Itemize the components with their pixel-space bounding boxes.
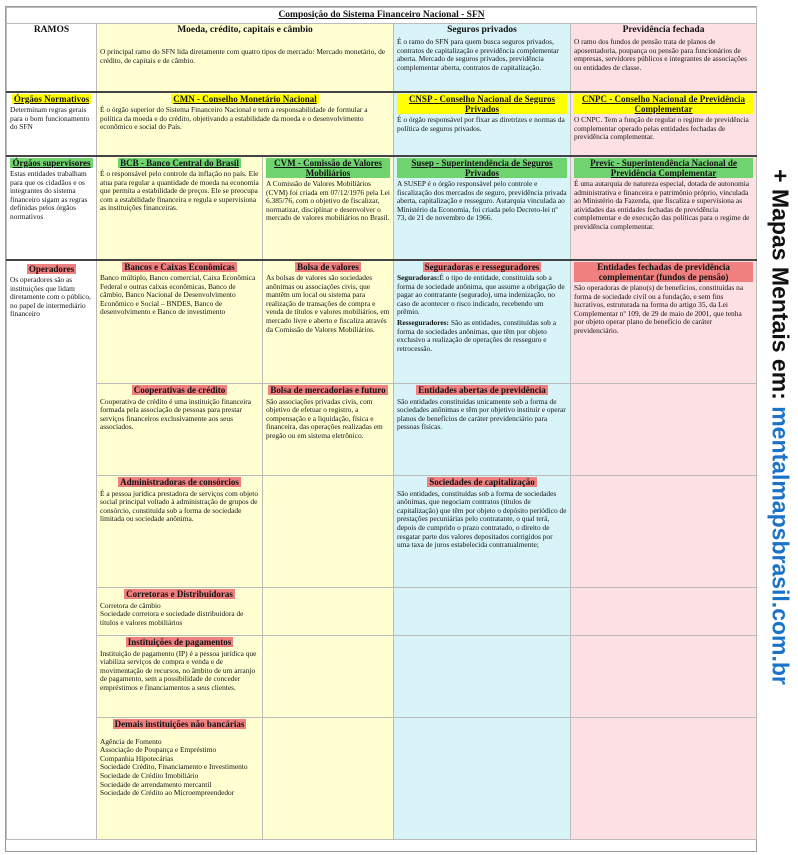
demais-items: Agência de Fomento Associação de Poupança e Empréstimo Companhia Hipotecárias Sociedade Crédito, Financiamento e Investimento Sociedade de Crédito Imobiliário Sociedade de arrendamento mercantil Sociedade de Crédito ao Microempreendedor (100, 736, 248, 798)
cnsp-desc: É o órgão responsável por fixar as diretrizes e normas da política de seguros privados. (397, 115, 565, 133)
supervisores-desc: Estas entidades trabalham para que os cidadãos e os integrantes do sistema financeiro sigam as regras definidas pelos órgãos normativos (10, 169, 88, 222)
previc-cell (571, 156, 757, 260)
empty-seg-5 (394, 636, 571, 718)
side-banner-prefix: + Mapas Mentais em: (767, 169, 794, 400)
resseguradores-label: Resseguradores: (397, 318, 450, 328)
ramo-seguros-desc: É o ramo do SFN para quem busca seguros privados, contratos de capitalização e previdência complementar aberta. Mercado de seguros privados, previdência complementar aberta, contratos de capitalização. (397, 37, 559, 72)
seguradoras-label: Seguradoras: (397, 273, 440, 283)
bancos-title: Bancos e Caixas Econômicas (124, 261, 235, 272)
normativos-desc: Determinam regras gerais para o bom funcionamento do SFN (10, 105, 90, 132)
table-title: Composição do Sistema Financeiro Nacional - SFN (278, 10, 485, 20)
corretoras-desc: Corretora de câmbio Sociedade corretora e sociedade distribuidora de títulos e valores mobiliários (100, 600, 244, 627)
pagamentos-title: Instituições de pagamentos (127, 637, 232, 647)
sfn-table (6, 7, 757, 840)
normativos-label: Órgãos Normativos (13, 93, 90, 104)
ramo-previdencia-desc: O ramo dos fundos de pensão trata de planos de aposentadoria, poupança ou pensão para funcionários de empresas, servidores públicos e integrantes de associações ou entidades de classe. (574, 37, 748, 72)
coop-desc: Cooperativa de crédito é uma instituição financeira formada pela associação de pessoas para prestar serviços financeiros exclusivamente aos seus associados. (100, 396, 252, 432)
coop-title: Cooperativas de crédito (133, 385, 226, 395)
bmf-cell (263, 384, 394, 476)
cnsp-cell (394, 92, 571, 156)
empty-seg-6 (394, 718, 571, 840)
bancos-desc: Banco múltiplo, Banco comercial, Caixa Econômica Federal e outras caixas econômicas, Banco de câmbio, Banco Nacional de Desenvolvimento Econômico e Social – BNDES, Banco de desenvolvimento e Banco de investimento (100, 273, 256, 317)
cap-cell (394, 476, 571, 588)
seguradoras-title: Seguradoras e resseguradores (424, 261, 540, 272)
bcb-cell (97, 156, 263, 260)
consorcio-desc: É a pessoa jurídica prestadora de serviços com objeto social principal voltado à administração de grupos de consórcio, constituída sob a forma de sociedade limitada ou sociedade anônima. (100, 488, 259, 524)
eapc-title: Entidades abertas de previdência (418, 385, 546, 395)
cmn-title: CMN - Conselho Monetário Nacional (173, 93, 317, 104)
seguradoras-desc: É o tipo de entidade, constituída sob a forma de sociedade anônima, que assume a obrigação de pagar ao contratante (segurado), uma indenização, no caso de acontecer o risco indicado, recebendo um prêmio. (397, 273, 565, 317)
empty-seg-4 (394, 588, 571, 636)
row-normativos-label (7, 92, 97, 156)
bmf-title: Bolsa de mercadorias e futuro (270, 385, 386, 395)
bcb-desc: É o responsável pelo controle da inflação no país. Ele atua para regular a quantidade de moeda na economia que permita a estabilidade de preços. Ele se preocupa com a estabilidade financeira e regula e supervisiona as instituições financeiras. (100, 169, 259, 213)
operadores-desc: Os operadores são as instituições que lidam diretamente com o público, no papel de intermediário financeiro (10, 275, 91, 319)
empty-prev-5 (571, 636, 757, 718)
ramo-moeda-desc: O principal ramo do SFN lida diretamente com quatro tipos de mercado: Mercado monetário, de crédito, de capitais e de câmbio. (100, 47, 386, 65)
efpc-desc: São operadoras de plano(s) de benefícios, constituídas na forma de sociedade civil ou a fundação, e sem fins lucrativos, estruturada na forma do artigo 35, da Lei Complementar nº 109, de 29 de maio de 2001, que tenha por objeto operar plano de benefício de caráter previdenciário. (574, 283, 744, 336)
pagamentos-cell (97, 636, 263, 718)
corretoras-cell (97, 588, 263, 636)
bcb-title: BCB - Banco Central do Brasil (120, 157, 239, 168)
table-title-cell (7, 8, 757, 24)
eapc-cell (394, 384, 571, 476)
empty-cvm-5 (263, 636, 394, 718)
previc-title: Previc - Superintendência Nacional de Previdência Complementar (574, 158, 753, 178)
cnpc-title: CNPC - Conselho Nacional de Previdência Complementar (574, 94, 753, 114)
side-banner (762, 0, 798, 855)
side-banner-url[interactable]: mentalmapsbrasil.com.br (767, 406, 794, 685)
cvm-desc: A Comissão de Valores Mobiliários (CVM) foi criada em 07/12/1976 pela Lei 6.385/76, com o objetivo de fiscalizar, normatizar, disciplinar e desenvolver o mercado de valores mobiliários no Brasil. (266, 179, 390, 223)
consorcio-title: Administradoras de consórcios (120, 477, 239, 487)
header-seguros: Seguros privados É o ramo do SFN para quem busca seguros privados, contratos de capitalização e previdência complementar aberta. Mercado de seguros privados, previdência complementar aberta, contratos de capitalização. (394, 24, 571, 92)
empty-cvm-6 (263, 718, 394, 840)
bmf-desc: São associações privadas civis, com objetivo de efetuar o registro, a compensação e a liquidação, física e financeira, das operações realizadas em pregão ou em sistema eletrônico. (266, 396, 383, 440)
consorcio-cell (97, 476, 263, 588)
cmn-cell (97, 92, 394, 156)
previc-desc: É uma autarquia de natureza especial, dotada de autonomia administrativa e financeira e patrimônio próprio, vinculada ao Ministério da Fazenda, que fiscaliza e supervisiona as atividades das entidades fechadas de previdência complementar e de execução das políticas para o regime de previdência complementar. (574, 179, 750, 232)
empty-prev-3 (571, 476, 757, 588)
operadores-label: Operadores (28, 263, 75, 274)
efpc-title: Entidades fechadas de previdência complementar (fundos de pensão) (574, 262, 753, 282)
supervisores-label: Órgãos supervisores (12, 157, 91, 168)
efpc-cell (571, 260, 757, 384)
bolsa-title: Bolsa de valores (297, 261, 359, 272)
cnsp-title: CNSP - Conselho Nacional de Seguros Privados (397, 94, 567, 114)
empty-prev-2 (571, 384, 757, 476)
coop-cell (97, 384, 263, 476)
demais-title: Demais instituições não bancárias (114, 719, 245, 729)
cap-desc: São entidades, constituídas sob a forma de sociedades anônimas, que negociam contratos (títulos de capitalização) que têm por objeto o depósito periódico de prestações pecuniárias pelo contratante, o qual terá, depois de cumprido o prazo contratado, o direito de resgatar parte dos valores depositados corrigidos por uma taxa de juros estabelecida contratualmente; (397, 488, 567, 550)
pagamentos-desc: Instituição de pagamento (IP) é a pessoa jurídica que viabiliza serviços de compra e venda e de movimentação de recursos, no âmbito de um arranjo de pagamento, sem a possibilidade de conceder empréstimos e financiamentos a seus clientes. (100, 648, 257, 692)
empty-prev-4 (571, 588, 757, 636)
header-ramos: RAMOS (7, 24, 97, 92)
susep-cell (394, 156, 571, 260)
cnpc-desc: O CNPC. Tem a função de regular o regime de previdência complementar operado pelas entidades fechadas de previdência complementar. (574, 115, 749, 142)
cvm-cell (263, 156, 394, 260)
empty-prev-6 (571, 718, 757, 840)
seguradoras-cell (394, 260, 571, 384)
header-moeda: Moeda, crédito, capitais e câmbio O principal ramo do SFN lida diretamente com quatro tipos de mercado: Mercado monetário, de crédito, de capitais e de câmbio. (97, 24, 394, 92)
corretoras-title: Corretoras e Distribuidoras (126, 589, 233, 599)
susep-title: Susep - Superintendência de Seguros Privados (397, 158, 567, 178)
empty-cvm-3 (263, 476, 394, 588)
demais-cell (97, 718, 263, 840)
cnpc-cell (571, 92, 757, 156)
empty-cvm-4 (263, 588, 394, 636)
sfn-table-sheet (5, 6, 757, 852)
eapc-desc: São entidades constituídas unicamente sob a forma de sociedades anônimas e têm por objetivo instituir e operar planos de benefícios de caráter previdenciário para pessoas físicas. (397, 396, 566, 432)
row-supervisores-label (7, 156, 97, 260)
bolsa-desc: As bolsas de valores são sociedades anônimas ou associações civis, que mantêm um local ou sistema para realização de transações de compra e venda de títulos e valores mobiliários, em mercado livre e aberto e fiscaliza através da Comissão de Valores Mobiliários. (266, 273, 390, 334)
bancos-cell (97, 260, 263, 384)
row-operadores-label (7, 260, 97, 840)
cvm-title: CVM - Comissão de Valores Mobiliários (266, 158, 390, 178)
cap-title: Sociedades de capitalização (429, 477, 535, 487)
bolsa-cell (263, 260, 394, 384)
cmn-desc: É o órgão superior do Sistema Financeiro Nacional e tem a responsabilidade de formular a política da moeda e do crédito, objetivando a estabilidade da moeda e o desenvolvimento econômico e social do País. (100, 105, 368, 132)
resseguradores-desc: São as entidades, constituídas sob a forma de sociedades anônimas, que têm por objeto exclusivo a realização de operações de resseguro e retrocessão. (397, 318, 556, 353)
susep-desc: A SUSEP é o órgão responsável pelo controle e fiscalização dos mercados de seguro, previdência privada aberta, capitalização e resseguro. Autarquia vinculada ao Ministério da Economia, foi criada pelo Decreto-lei nº 73, de 21 de novembro de 1966. (397, 179, 567, 223)
header-previdencia: Previdência fechada O ramo dos fundos de pensão trata de planos de aposentadoria, poupança ou pensão para funcionários de empresas, servidores públicos e integrantes de associações ou entidades de classe. (571, 24, 757, 92)
